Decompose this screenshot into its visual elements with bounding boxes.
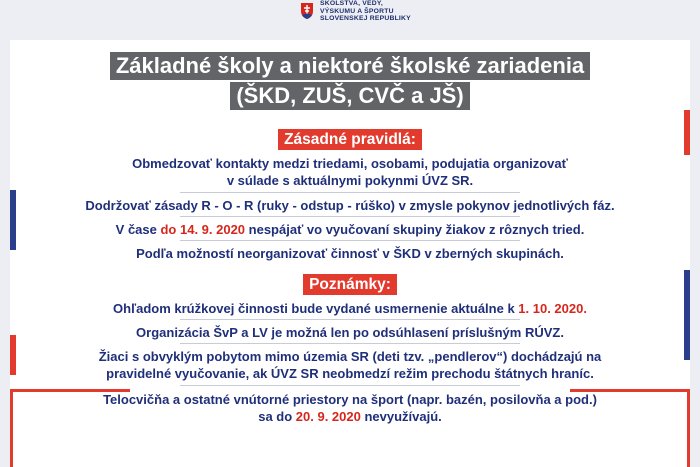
divider: [180, 240, 520, 241]
note-text: Žiaci s obvyklým pobytom mimo územia SR (deti tzv. „pendlerov“) dochádzajú na: [98, 349, 602, 364]
title-line-2: (ŠKD, ZUŠ, CVČ a JŠ): [230, 82, 469, 110]
principle-text: v súlade s aktuálnymi pokynmi ÚVZ SR.: [226, 173, 474, 188]
divider: [180, 192, 520, 193]
date-highlight: do 14. 9. 2020: [160, 222, 246, 237]
principle-text: Obmedzovať kontakty medzi triedami, osobami, podujatia organizovať: [132, 156, 568, 171]
note-item: [0, 324, 700, 341]
slovak-emblem-icon: [300, 2, 314, 20]
note-text: Telocvičňa a ostatné vnútorné priestory na šport (napr. bazén, posilovňa a pod.): [103, 392, 597, 407]
ministry-logo: [300, 0, 411, 23]
divider: [180, 319, 520, 320]
principle-text: Dodržovať zásady R - O - R (ruky - odstup - rúško) v zmysle pokynov jednotlivých fáz.: [85, 198, 615, 213]
date-highlight: 20. 9. 2020: [295, 409, 361, 424]
note-text: nevyužívajú.: [360, 409, 442, 424]
divider: [180, 385, 520, 386]
logo-line: SLOVENSKEJ REPUBLIKY: [320, 15, 411, 22]
principle-item: [0, 245, 700, 262]
logo-text: [320, 0, 411, 23]
notes-heading-label: Poznámky:: [303, 274, 397, 295]
note-item: [0, 391, 700, 425]
divider: [180, 216, 520, 217]
logo-line: VÝSKUMU A ŠPORTU: [320, 7, 394, 15]
principle-item: [0, 155, 700, 189]
principle-item: [0, 197, 700, 214]
note-text: pravidelné vyučovanie, ak ÚVZ SR neobmedzí režim prechodu štátnych hraníc.: [106, 366, 594, 381]
note-item: [0, 348, 700, 382]
principle-item: [0, 221, 700, 238]
divider: [180, 343, 520, 344]
note-item: [0, 300, 700, 317]
page-title: [0, 52, 700, 110]
note-text: Organizácia ŠvP a LV je možná len po odsúhlasení príslušným RÚVZ.: [136, 325, 564, 340]
principle-text: nespájať vo vyučovaní skupiny žiakov z rôznych tried.: [245, 222, 585, 237]
note-text: sa do: [258, 409, 296, 424]
principle-text: V čase: [115, 222, 161, 237]
note-text: Ohľadom krúžkovej činnosti bude vydané usmernenie aktuálne k: [113, 301, 519, 316]
principle-text: Podľa možností neorganizovať činnosť v ŠKD v zberných skupinách.: [136, 246, 564, 261]
title-line-1: Základné školy a niektoré školské zariadenia: [110, 52, 590, 80]
logo-line: ŠKOLSTVA, VEDY,: [320, 0, 383, 7]
principles-heading-label: Zásadné pravidlá:: [278, 129, 422, 150]
notes-heading: [0, 274, 700, 295]
principles-heading: [0, 129, 700, 150]
date-highlight: 1. 10. 2020.: [518, 301, 587, 316]
